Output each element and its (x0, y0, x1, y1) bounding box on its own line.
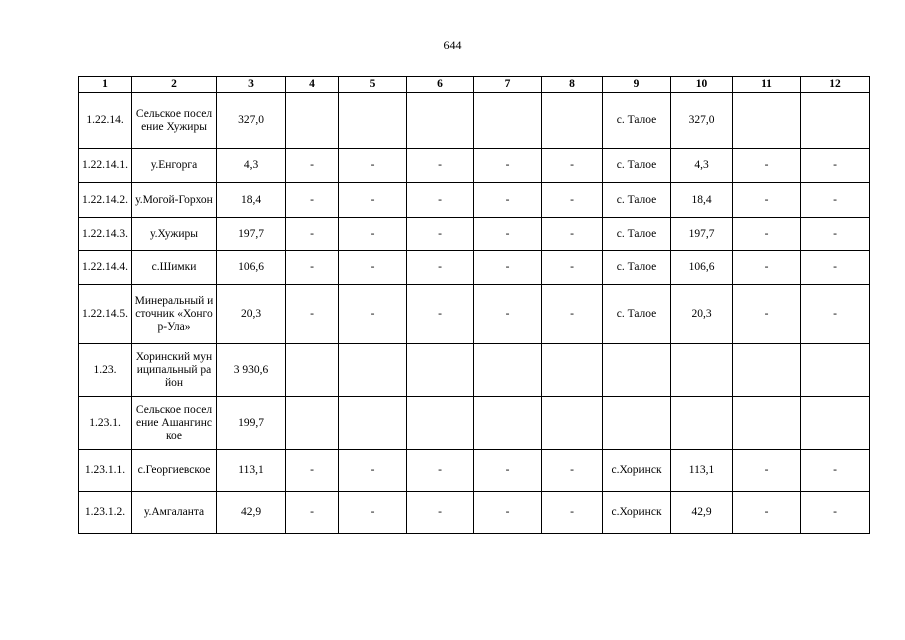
table-cell-col-9: с. Талое (603, 149, 671, 183)
table-cell-col-12: - (801, 183, 870, 218)
table-cell-col-11: - (733, 285, 801, 344)
table-row (79, 492, 870, 534)
table-cell-col-6 (407, 344, 474, 397)
table-cell-col-3: 113,1 (217, 450, 286, 492)
table-cell-col-8: - (542, 285, 603, 344)
table-cell-col-9: с. Талое (603, 183, 671, 218)
table-cell-col-5: - (339, 450, 407, 492)
table-cell-col-11: - (733, 149, 801, 183)
table-cell-col-9: с. Талое (603, 218, 671, 251)
table-cell-col-2: Сельское поселение Хужиры (132, 93, 217, 149)
table-cell-col-1: 1.22.14.5. (79, 285, 132, 344)
table-cell-col-2: Минеральный источник «Хонгор-Ула» (132, 285, 217, 344)
table-cell-col-11 (733, 397, 801, 450)
table-cell-col-1: 1.22.14.2. (79, 183, 132, 218)
table-cell-col-6 (407, 93, 474, 149)
table-cell-col-10: 20,3 (671, 285, 733, 344)
table-cell-col-8: - (542, 149, 603, 183)
column-header-9: 9 (603, 77, 671, 93)
table-cell-col-12: - (801, 285, 870, 344)
table-cell-col-4: - (286, 285, 339, 344)
table-cell-col-1: 1.23.1.1. (79, 450, 132, 492)
column-header-1: 1 (79, 77, 132, 93)
table-cell-col-2: с.Георгиевское (132, 450, 217, 492)
table-cell-col-8: - (542, 183, 603, 218)
table-cell-col-7 (474, 93, 542, 149)
table-cell-col-1: 1.22.14.4. (79, 251, 132, 285)
table-cell-col-3: 18,4 (217, 183, 286, 218)
table-cell-col-12 (801, 397, 870, 450)
table-cell-col-10: 18,4 (671, 183, 733, 218)
table-cell-col-10: 42,9 (671, 492, 733, 534)
table-cell-col-7: - (474, 149, 542, 183)
table-cell-col-7: - (474, 492, 542, 534)
header-row (79, 77, 870, 93)
table-cell-col-2: у.Хужиры (132, 218, 217, 251)
column-header-4: 4 (286, 77, 339, 93)
table-cell-col-9 (603, 397, 671, 450)
table-cell-col-1: 1.23.1.2. (79, 492, 132, 534)
table-cell-col-5: - (339, 251, 407, 285)
table-body (79, 93, 870, 534)
table-row (79, 251, 870, 285)
table-cell-col-4: - (286, 251, 339, 285)
table-cell-col-5: - (339, 149, 407, 183)
table-cell-col-11 (733, 344, 801, 397)
table-row (79, 450, 870, 492)
page-number: 644 (443, 38, 462, 52)
table-cell-col-6: - (407, 492, 474, 534)
table-cell-col-12: - (801, 149, 870, 183)
table-cell-col-8 (542, 93, 603, 149)
table-cell-col-4: - (286, 218, 339, 251)
table-cell-col-7: - (474, 450, 542, 492)
table-cell-col-11: - (733, 218, 801, 251)
column-header-11: 11 (733, 77, 801, 93)
table-cell-col-3: 20,3 (217, 285, 286, 344)
table-cell-col-11 (733, 93, 801, 149)
table-cell-col-5: - (339, 285, 407, 344)
table-cell-col-9: с.Хоринск (603, 450, 671, 492)
table-cell-col-11: - (733, 492, 801, 534)
table-cell-col-9 (603, 344, 671, 397)
table-cell-col-6: - (407, 251, 474, 285)
table-cell-col-6: - (407, 450, 474, 492)
table-cell-col-6: - (407, 149, 474, 183)
table-cell-col-6: - (407, 218, 474, 251)
table-cell-col-12: - (801, 492, 870, 534)
table-row (79, 149, 870, 183)
table-cell-col-2: у.Енгорга (132, 149, 217, 183)
table-cell-col-12 (801, 93, 870, 149)
table-cell-col-12: - (801, 218, 870, 251)
table-cell-col-5: - (339, 492, 407, 534)
table-cell-col-3: 106,6 (217, 251, 286, 285)
table-cell-col-4 (286, 93, 339, 149)
table-cell-col-3: 4,3 (217, 149, 286, 183)
table-row (79, 93, 870, 149)
table-cell-col-9: с. Талое (603, 285, 671, 344)
table-cell-col-10 (671, 344, 733, 397)
table-cell-col-7: - (474, 218, 542, 251)
table-cell-col-1: 1.23. (79, 344, 132, 397)
table-cell-col-12: - (801, 251, 870, 285)
table-cell-col-4 (286, 397, 339, 450)
table-cell-col-3: 327,0 (217, 93, 286, 149)
table-cell-col-4: - (286, 183, 339, 218)
table-cell-col-7: - (474, 251, 542, 285)
table-cell-col-1: 1.23.1. (79, 397, 132, 450)
table-cell-col-12 (801, 344, 870, 397)
table-cell-col-5: - (339, 218, 407, 251)
table-cell-col-3: 42,9 (217, 492, 286, 534)
table-cell-col-8 (542, 344, 603, 397)
table-cell-col-8: - (542, 492, 603, 534)
column-header-2: 2 (132, 77, 217, 93)
table-cell-col-5 (339, 344, 407, 397)
column-header-8: 8 (542, 77, 603, 93)
column-header-3: 3 (217, 77, 286, 93)
table-cell-col-3: 199,7 (217, 397, 286, 450)
table-cell-col-1: 1.22.14.1. (79, 149, 132, 183)
table-cell-col-2: у.Могой-Горхон (132, 183, 217, 218)
table-cell-col-6: - (407, 285, 474, 344)
table-cell-col-1: 1.22.14.3. (79, 218, 132, 251)
table-cell-col-2: с.Шимки (132, 251, 217, 285)
column-header-12: 12 (801, 77, 870, 93)
table-row (79, 183, 870, 218)
table-cell-col-8 (542, 397, 603, 450)
table-cell-col-4 (286, 344, 339, 397)
column-header-6: 6 (407, 77, 474, 93)
table-cell-col-1: 1.22.14. (79, 93, 132, 149)
table-row (79, 285, 870, 344)
table-cell-col-10: 4,3 (671, 149, 733, 183)
table-header (79, 77, 870, 93)
table-cell-col-3: 197,7 (217, 218, 286, 251)
column-header-10: 10 (671, 77, 733, 93)
table-cell-col-4: - (286, 450, 339, 492)
table-cell-col-9: с. Талое (603, 93, 671, 149)
table-cell-col-7 (474, 397, 542, 450)
table-cell-col-6 (407, 397, 474, 450)
table-cell-col-11: - (733, 251, 801, 285)
column-header-7: 7 (474, 77, 542, 93)
table-cell-col-12: - (801, 450, 870, 492)
table-cell-col-2: Сельское поселение Ашангинское (132, 397, 217, 450)
table-row (79, 397, 870, 450)
table-cell-col-2: Хоринский муниципальный район (132, 344, 217, 397)
table-cell-col-7: - (474, 183, 542, 218)
table-row (79, 344, 870, 397)
table-cell-col-2: у.Амгаланта (132, 492, 217, 534)
table-cell-col-6: - (407, 183, 474, 218)
table-cell-col-10: 113,1 (671, 450, 733, 492)
table-cell-col-10: 197,7 (671, 218, 733, 251)
table-cell-col-5 (339, 93, 407, 149)
table-row (79, 218, 870, 251)
table-cell-col-4: - (286, 149, 339, 183)
table-cell-col-11: - (733, 183, 801, 218)
table-cell-col-10 (671, 397, 733, 450)
data-table (78, 76, 870, 534)
table-cell-col-7: - (474, 285, 542, 344)
table-cell-col-10: 106,6 (671, 251, 733, 285)
table-cell-col-11: - (733, 450, 801, 492)
column-header-5: 5 (339, 77, 407, 93)
table-cell-col-8: - (542, 450, 603, 492)
table-cell-col-10: 327,0 (671, 93, 733, 149)
table-cell-col-9: с. Талое (603, 251, 671, 285)
table-cell-col-9: с.Хоринск (603, 492, 671, 534)
table-cell-col-5: - (339, 183, 407, 218)
table-cell-col-8: - (542, 218, 603, 251)
table-cell-col-4: - (286, 492, 339, 534)
table-cell-col-8: - (542, 251, 603, 285)
table-cell-col-7 (474, 344, 542, 397)
table-cell-col-3: 3 930,6 (217, 344, 286, 397)
table-cell-col-5 (339, 397, 407, 450)
